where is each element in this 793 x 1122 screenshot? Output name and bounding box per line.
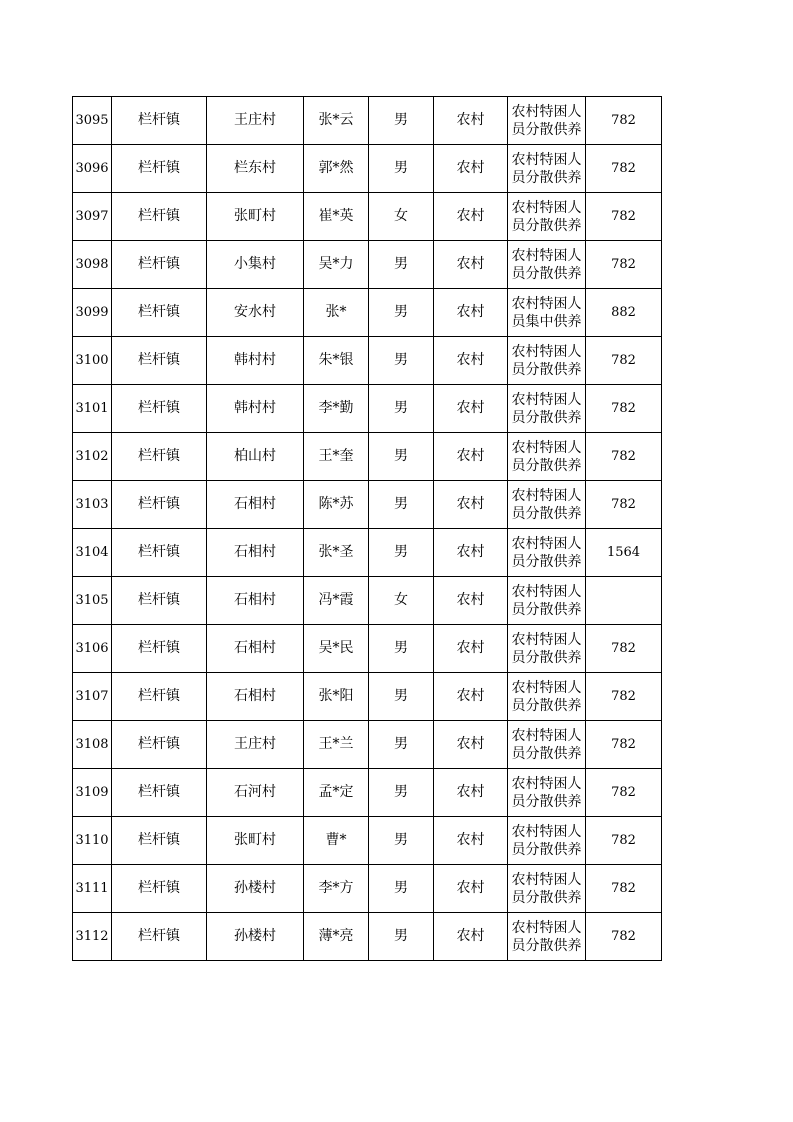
gender-cell: 男 bbox=[369, 289, 434, 337]
table-row bbox=[73, 241, 662, 289]
area-cell: 农村 bbox=[434, 577, 508, 625]
amount-cell: 782 bbox=[586, 433, 662, 481]
table-row bbox=[73, 337, 662, 385]
town-cell: 栏杆镇 bbox=[112, 97, 207, 145]
village-cell: 孙楼村 bbox=[207, 865, 304, 913]
support-type-cell: 农村特困人员分散供养 bbox=[508, 97, 586, 145]
area-cell: 农村 bbox=[434, 625, 508, 673]
amount-cell: 782 bbox=[586, 625, 662, 673]
row-number-cell: 3106 bbox=[73, 625, 112, 673]
name-cell: 王*兰 bbox=[304, 721, 369, 769]
table-row bbox=[73, 97, 662, 145]
amount-cell: 782 bbox=[586, 97, 662, 145]
town-cell: 栏杆镇 bbox=[112, 913, 207, 961]
table-row bbox=[73, 529, 662, 577]
support-type-cell: 农村特困人员分散供养 bbox=[508, 241, 586, 289]
support-type-cell: 农村特困人员分散供养 bbox=[508, 721, 586, 769]
amount-cell: 782 bbox=[586, 865, 662, 913]
table-row bbox=[73, 193, 662, 241]
gender-cell: 男 bbox=[369, 97, 434, 145]
amount-cell: 782 bbox=[586, 817, 662, 865]
table-row bbox=[73, 433, 662, 481]
village-cell: 石河村 bbox=[207, 769, 304, 817]
gender-cell: 男 bbox=[369, 865, 434, 913]
village-cell: 王庄村 bbox=[207, 721, 304, 769]
area-cell: 农村 bbox=[434, 913, 508, 961]
village-cell: 柏山村 bbox=[207, 433, 304, 481]
support-type-cell: 农村特困人员分散供养 bbox=[508, 817, 586, 865]
support-type-cell: 农村特困人员分散供养 bbox=[508, 673, 586, 721]
support-type-cell: 农村特困人员分散供养 bbox=[508, 577, 586, 625]
amount-cell: 1564 bbox=[586, 529, 662, 577]
row-number-cell: 3095 bbox=[73, 97, 112, 145]
town-cell: 栏杆镇 bbox=[112, 625, 207, 673]
amount-cell: 882 bbox=[586, 289, 662, 337]
name-cell: 崔*英 bbox=[304, 193, 369, 241]
town-cell: 栏杆镇 bbox=[112, 817, 207, 865]
town-cell: 栏杆镇 bbox=[112, 337, 207, 385]
area-cell: 农村 bbox=[434, 817, 508, 865]
village-cell: 孙楼村 bbox=[207, 913, 304, 961]
gender-cell: 男 bbox=[369, 145, 434, 193]
village-cell: 小集村 bbox=[207, 241, 304, 289]
gender-cell: 男 bbox=[369, 337, 434, 385]
row-number-cell: 3105 bbox=[73, 577, 112, 625]
support-type-cell: 农村特困人员分散供养 bbox=[508, 193, 586, 241]
area-cell: 农村 bbox=[434, 481, 508, 529]
town-cell: 栏杆镇 bbox=[112, 577, 207, 625]
table-row bbox=[73, 385, 662, 433]
name-cell: 张*云 bbox=[304, 97, 369, 145]
village-cell: 石相村 bbox=[207, 481, 304, 529]
name-cell: 郭*然 bbox=[304, 145, 369, 193]
support-type-cell: 农村特困人员分散供养 bbox=[508, 865, 586, 913]
support-type-cell: 农村特困人员分散供养 bbox=[508, 337, 586, 385]
row-number-cell: 3097 bbox=[73, 193, 112, 241]
amount-cell: 782 bbox=[586, 145, 662, 193]
gender-cell: 男 bbox=[369, 769, 434, 817]
row-number-cell: 3112 bbox=[73, 913, 112, 961]
area-cell: 农村 bbox=[434, 865, 508, 913]
name-cell: 张*圣 bbox=[304, 529, 369, 577]
village-cell: 韩村村 bbox=[207, 337, 304, 385]
amount-cell: 782 bbox=[586, 673, 662, 721]
support-type-cell: 农村特困人员分散供养 bbox=[508, 529, 586, 577]
table-body bbox=[73, 97, 662, 961]
area-cell: 农村 bbox=[434, 385, 508, 433]
gender-cell: 男 bbox=[369, 529, 434, 577]
table-row bbox=[73, 481, 662, 529]
village-cell: 石相村 bbox=[207, 625, 304, 673]
row-number-cell: 3103 bbox=[73, 481, 112, 529]
table-row bbox=[73, 769, 662, 817]
town-cell: 栏杆镇 bbox=[112, 481, 207, 529]
town-cell: 栏杆镇 bbox=[112, 769, 207, 817]
table-row bbox=[73, 577, 662, 625]
amount-cell: 782 bbox=[586, 337, 662, 385]
amount-cell: 782 bbox=[586, 913, 662, 961]
area-cell: 农村 bbox=[434, 289, 508, 337]
gender-cell: 男 bbox=[369, 625, 434, 673]
table-row bbox=[73, 145, 662, 193]
row-number-cell: 3109 bbox=[73, 769, 112, 817]
table-row bbox=[73, 721, 662, 769]
area-cell: 农村 bbox=[434, 721, 508, 769]
gender-cell: 男 bbox=[369, 385, 434, 433]
name-cell: 薄*亮 bbox=[304, 913, 369, 961]
name-cell: 朱*银 bbox=[304, 337, 369, 385]
name-cell: 曹* bbox=[304, 817, 369, 865]
support-type-cell: 农村特困人员分散供养 bbox=[508, 913, 586, 961]
gender-cell: 男 bbox=[369, 241, 434, 289]
town-cell: 栏杆镇 bbox=[112, 289, 207, 337]
village-cell: 石相村 bbox=[207, 529, 304, 577]
row-number-cell: 3100 bbox=[73, 337, 112, 385]
gender-cell: 男 bbox=[369, 913, 434, 961]
area-cell: 农村 bbox=[434, 433, 508, 481]
row-number-cell: 3110 bbox=[73, 817, 112, 865]
support-type-cell: 农村特困人员分散供养 bbox=[508, 145, 586, 193]
gender-cell: 女 bbox=[369, 193, 434, 241]
area-cell: 农村 bbox=[434, 769, 508, 817]
gender-cell: 男 bbox=[369, 817, 434, 865]
row-number-cell: 3096 bbox=[73, 145, 112, 193]
support-type-cell: 农村特困人员分散供养 bbox=[508, 625, 586, 673]
town-cell: 栏杆镇 bbox=[112, 241, 207, 289]
table-row bbox=[73, 913, 662, 961]
name-cell: 陈*苏 bbox=[304, 481, 369, 529]
amount-cell: 782 bbox=[586, 241, 662, 289]
town-cell: 栏杆镇 bbox=[112, 385, 207, 433]
name-cell: 孟*定 bbox=[304, 769, 369, 817]
amount-cell bbox=[586, 577, 662, 625]
name-cell: 李*方 bbox=[304, 865, 369, 913]
village-cell: 安水村 bbox=[207, 289, 304, 337]
town-cell: 栏杆镇 bbox=[112, 529, 207, 577]
area-cell: 农村 bbox=[434, 529, 508, 577]
name-cell: 李*勤 bbox=[304, 385, 369, 433]
village-cell: 王庄村 bbox=[207, 97, 304, 145]
area-cell: 农村 bbox=[434, 241, 508, 289]
village-cell: 石相村 bbox=[207, 577, 304, 625]
name-cell: 张*阳 bbox=[304, 673, 369, 721]
support-type-cell: 农村特困人员分散供养 bbox=[508, 769, 586, 817]
relief-roster-table bbox=[72, 96, 662, 961]
gender-cell: 男 bbox=[369, 673, 434, 721]
amount-cell: 782 bbox=[586, 193, 662, 241]
relief-roster-sheet bbox=[72, 96, 662, 961]
row-number-cell: 3104 bbox=[73, 529, 112, 577]
amount-cell: 782 bbox=[586, 721, 662, 769]
table-row bbox=[73, 289, 662, 337]
area-cell: 农村 bbox=[434, 97, 508, 145]
name-cell: 王*奎 bbox=[304, 433, 369, 481]
name-cell: 吴*力 bbox=[304, 241, 369, 289]
amount-cell: 782 bbox=[586, 385, 662, 433]
gender-cell: 男 bbox=[369, 433, 434, 481]
gender-cell: 男 bbox=[369, 721, 434, 769]
name-cell: 吴*民 bbox=[304, 625, 369, 673]
village-cell: 张町村 bbox=[207, 193, 304, 241]
row-number-cell: 3099 bbox=[73, 289, 112, 337]
village-cell: 栏东村 bbox=[207, 145, 304, 193]
table-row bbox=[73, 673, 662, 721]
row-number-cell: 3098 bbox=[73, 241, 112, 289]
area-cell: 农村 bbox=[434, 337, 508, 385]
name-cell: 张* bbox=[304, 289, 369, 337]
town-cell: 栏杆镇 bbox=[112, 193, 207, 241]
support-type-cell: 农村特困人员集中供养 bbox=[508, 289, 586, 337]
row-number-cell: 3111 bbox=[73, 865, 112, 913]
area-cell: 农村 bbox=[434, 145, 508, 193]
town-cell: 栏杆镇 bbox=[112, 145, 207, 193]
support-type-cell: 农村特困人员分散供养 bbox=[508, 433, 586, 481]
town-cell: 栏杆镇 bbox=[112, 865, 207, 913]
table-row bbox=[73, 865, 662, 913]
village-cell: 石相村 bbox=[207, 673, 304, 721]
row-number-cell: 3108 bbox=[73, 721, 112, 769]
area-cell: 农村 bbox=[434, 193, 508, 241]
support-type-cell: 农村特困人员分散供养 bbox=[508, 481, 586, 529]
gender-cell: 女 bbox=[369, 577, 434, 625]
name-cell: 冯*霞 bbox=[304, 577, 369, 625]
area-cell: 农村 bbox=[434, 673, 508, 721]
town-cell: 栏杆镇 bbox=[112, 673, 207, 721]
gender-cell: 男 bbox=[369, 481, 434, 529]
table-row bbox=[73, 625, 662, 673]
town-cell: 栏杆镇 bbox=[112, 433, 207, 481]
amount-cell: 782 bbox=[586, 481, 662, 529]
row-number-cell: 3102 bbox=[73, 433, 112, 481]
table-row bbox=[73, 817, 662, 865]
town-cell: 栏杆镇 bbox=[112, 721, 207, 769]
row-number-cell: 3101 bbox=[73, 385, 112, 433]
row-number-cell: 3107 bbox=[73, 673, 112, 721]
village-cell: 韩村村 bbox=[207, 385, 304, 433]
village-cell: 张町村 bbox=[207, 817, 304, 865]
amount-cell: 782 bbox=[586, 769, 662, 817]
support-type-cell: 农村特困人员分散供养 bbox=[508, 385, 586, 433]
